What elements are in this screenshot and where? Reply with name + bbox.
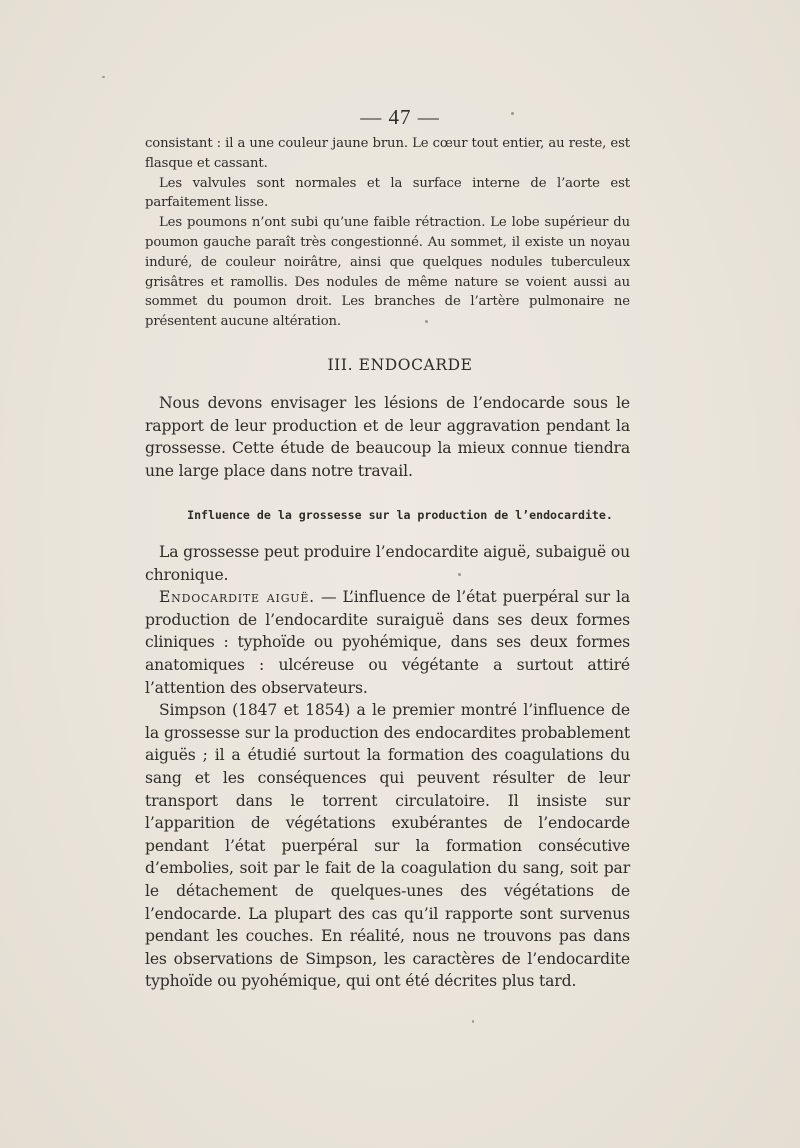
paper-speck <box>472 1020 474 1023</box>
paragraph-group-intro <box>145 392 630 482</box>
paper-speck <box>458 573 461 576</box>
paragraph-simpson: Simpson (1847 et 1854) a le premier montré l’influence de la grossesse sur la production des endocardites probablement aiguës ; il a étudié surtout la formation des coagulations du sang et les conséquences qui peuvent résulter de leur transport dans le torrent circulatoire. Il insiste sur l’apparition de végétations exubérantes de l’endocarde pendant l’état puerpéral sur la formation consécutive d’embolies, soit par le fait de la coagulation du sang, soit par le détachement de quelques-unes des végétations de l’endocarde. La plupart des cas qu’il rapporte sont survenus pendant les couches. En réalité, nous ne trouvons pas dans les observations de Simpson, les caractères de l’endocardite typhoïde ou pyohémique, qui ont été décrites plus tard. <box>145 701 630 991</box>
paragraph-intro: Nous devons envisager les lésions de l’endocarde sous le rapport de leur production et de leur aggravation pendant la grossesse. Cette étude de beaucoup la mieux connue tiendra une large place dans notre travail. <box>145 394 630 480</box>
paragraph-lungs: Les poumons n’ont subi qu’une faible rétraction. Le lobe supérieur du poumon gauche paraît très congestionné. Au sommet, il existe un noyau induré, de couleur noirâtre, ainsi que quelques nodules tuberculeux grisâtres et ramollis. Des nodules de même nature se voient aussi au sommet du poumon droit. Les branches de l’artère pulmonaire ne présentent aucune altération. <box>145 215 630 330</box>
paragraph-group-autopsy <box>145 134 630 332</box>
acute-lead: Endocardite aiguë. <box>159 588 315 607</box>
paper-speck <box>511 112 514 115</box>
subheading: Influence de la grossesse sur la production de l’endocardite. <box>187 508 613 522</box>
acute-text: — L’influence de l’état puerpéral sur la production de l’endocardite suraiguë dans ses deux formes cliniques : typhoïde ou pyohémique, dans ses deux formes anatomiques : ulcéreuse ou végétante a surtout attiré l’attention des observateurs. <box>145 588 630 697</box>
paragraph-group-endocarditis <box>145 541 630 993</box>
paper-speck <box>102 76 105 78</box>
paragraph-acute <box>145 586 630 699</box>
page-number: — 47 — <box>360 105 440 129</box>
paragraph-heart: consistant : il a une couleur jaune brun. Le cœur tout entier, au reste, est flasque et cassant. <box>145 136 630 171</box>
paragraph-valves: Les valvules sont normales et la surface interne de l’aorte est parfaitement lisse. <box>145 175 630 211</box>
section-title: III. ENDOCARDE <box>327 356 473 374</box>
paragraph-forms: La grossesse peut produire l’endocardite aiguë, subaiguë ou chronique. <box>145 543 630 584</box>
paper-speck <box>425 320 428 323</box>
